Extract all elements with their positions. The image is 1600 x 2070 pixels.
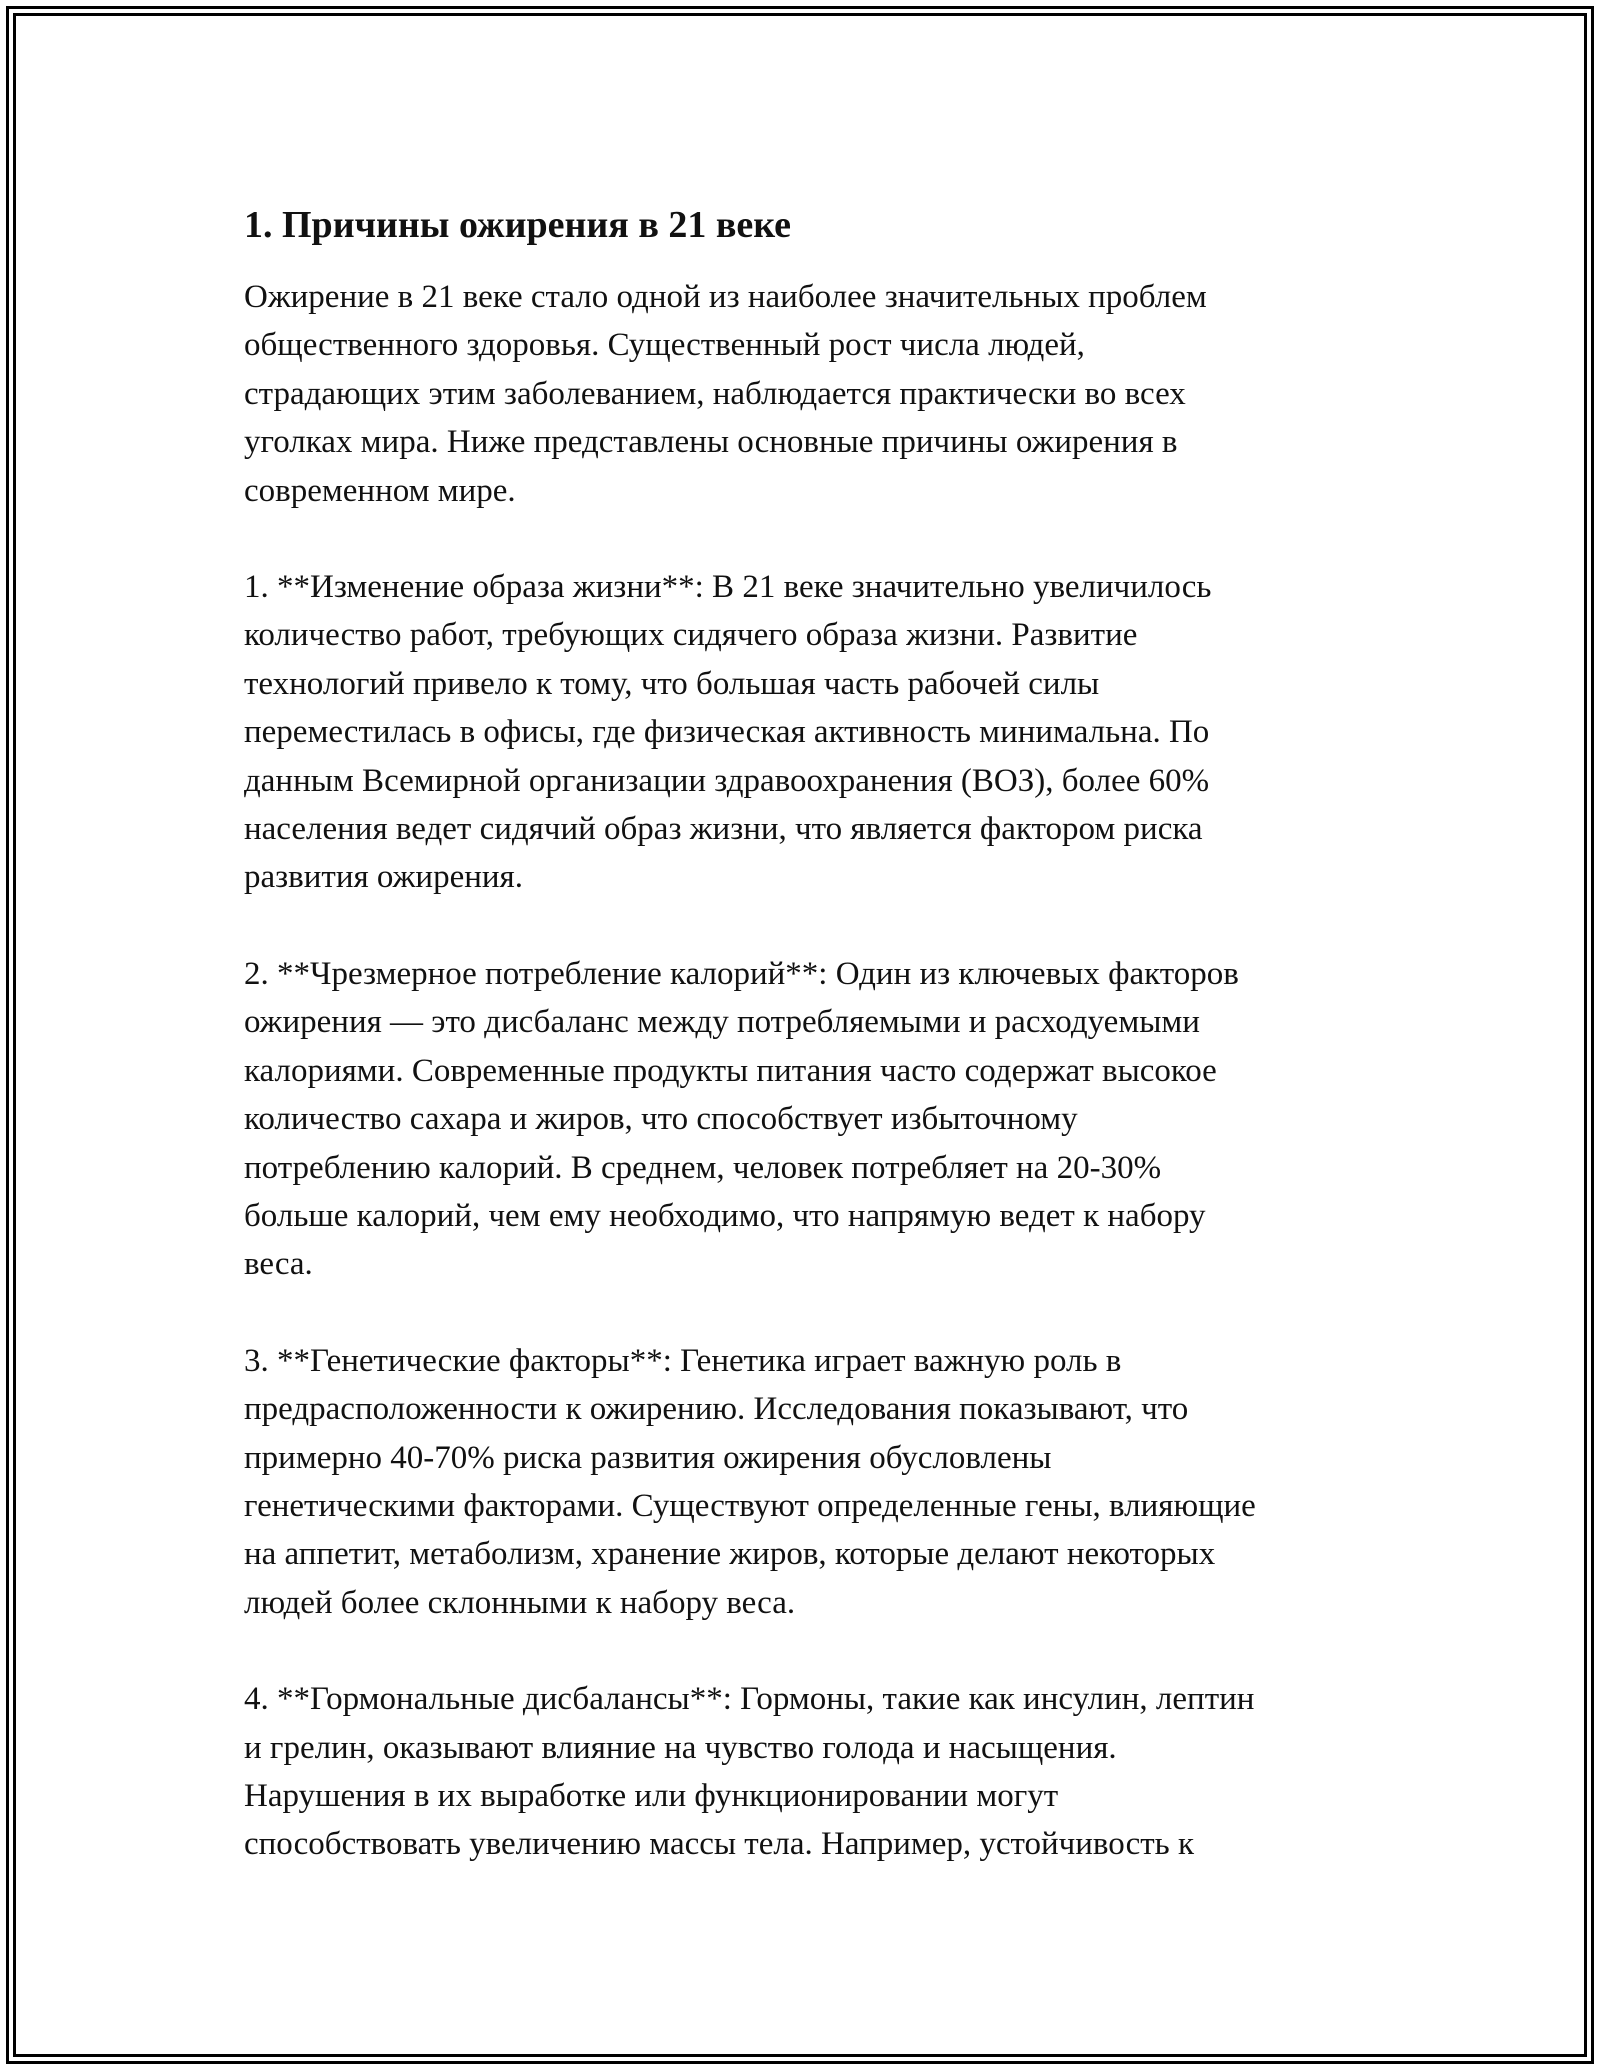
document-body — [244, 201, 1389, 1917]
cause-paragraph-hormones: 4. **Гормональные дисбалансы**: Гормоны, такие как инсулин, лептин и грелин, оказывают влияние на чувство голода и насыщения. Нарушения в их выработке или функционировании могут способствовать увеличению массы тела. Например, устойчивость к — [244, 1681, 1255, 1863]
cause-paragraph-calories: 2. **Чрезмерное потребление калорий**: Один из ключевых факторов ожирения — это дисбаланс между потребляемыми и расходуемыми калориями. Современные продукты питания часто содержат высокое количество сахара и жиров, что способствует избыточному потреблению калорий. В среднем, человек потребляет на 20-30% больше калорий, чем ему необходимо, что напрямую ведет к набору веса. — [244, 955, 1239, 1283]
cause-paragraph-genetics: 3. **Генетические факторы**: Генетика играет важную роль в предрасположенности к ожирению. Исследования показывают, что примерно 40-70% риска развития ожирения обусловлены генетическими факторами. Существуют определенные гены, влияющие на аппетит, метаболизм, хранение жиров, которые делают некоторых людей более склонными к набору веса. — [244, 1342, 1256, 1621]
page-frame — [6, 6, 1594, 2064]
cause-paragraph-lifestyle: 1. **Изменение образа жизни**: В 21 веке значительно увеличилось количество работ, требующих сидячего образа жизни. Развитие технологий привело к тому, что большая часть рабочей силы переместилась в офисы, где физическая активность минимальна. По данным Всемирной организации здравоохранения (ВОЗ), более 60% населения ведет сидячий образ жизни, что является фактором риска развития ожирения. — [244, 569, 1212, 896]
section-heading: 1. Причины ожирения в 21 веке — [244, 204, 792, 246]
intro-paragraph: Ожирение в 21 веке стало одной из наиболее значительных проблем общественного здоровья. Существенный рост числа людей, страдающих этим заболеванием, наблюдается практически во всех уголках мира. Ниже представлены основные причины ожирения в современном мире. — [244, 279, 1207, 509]
